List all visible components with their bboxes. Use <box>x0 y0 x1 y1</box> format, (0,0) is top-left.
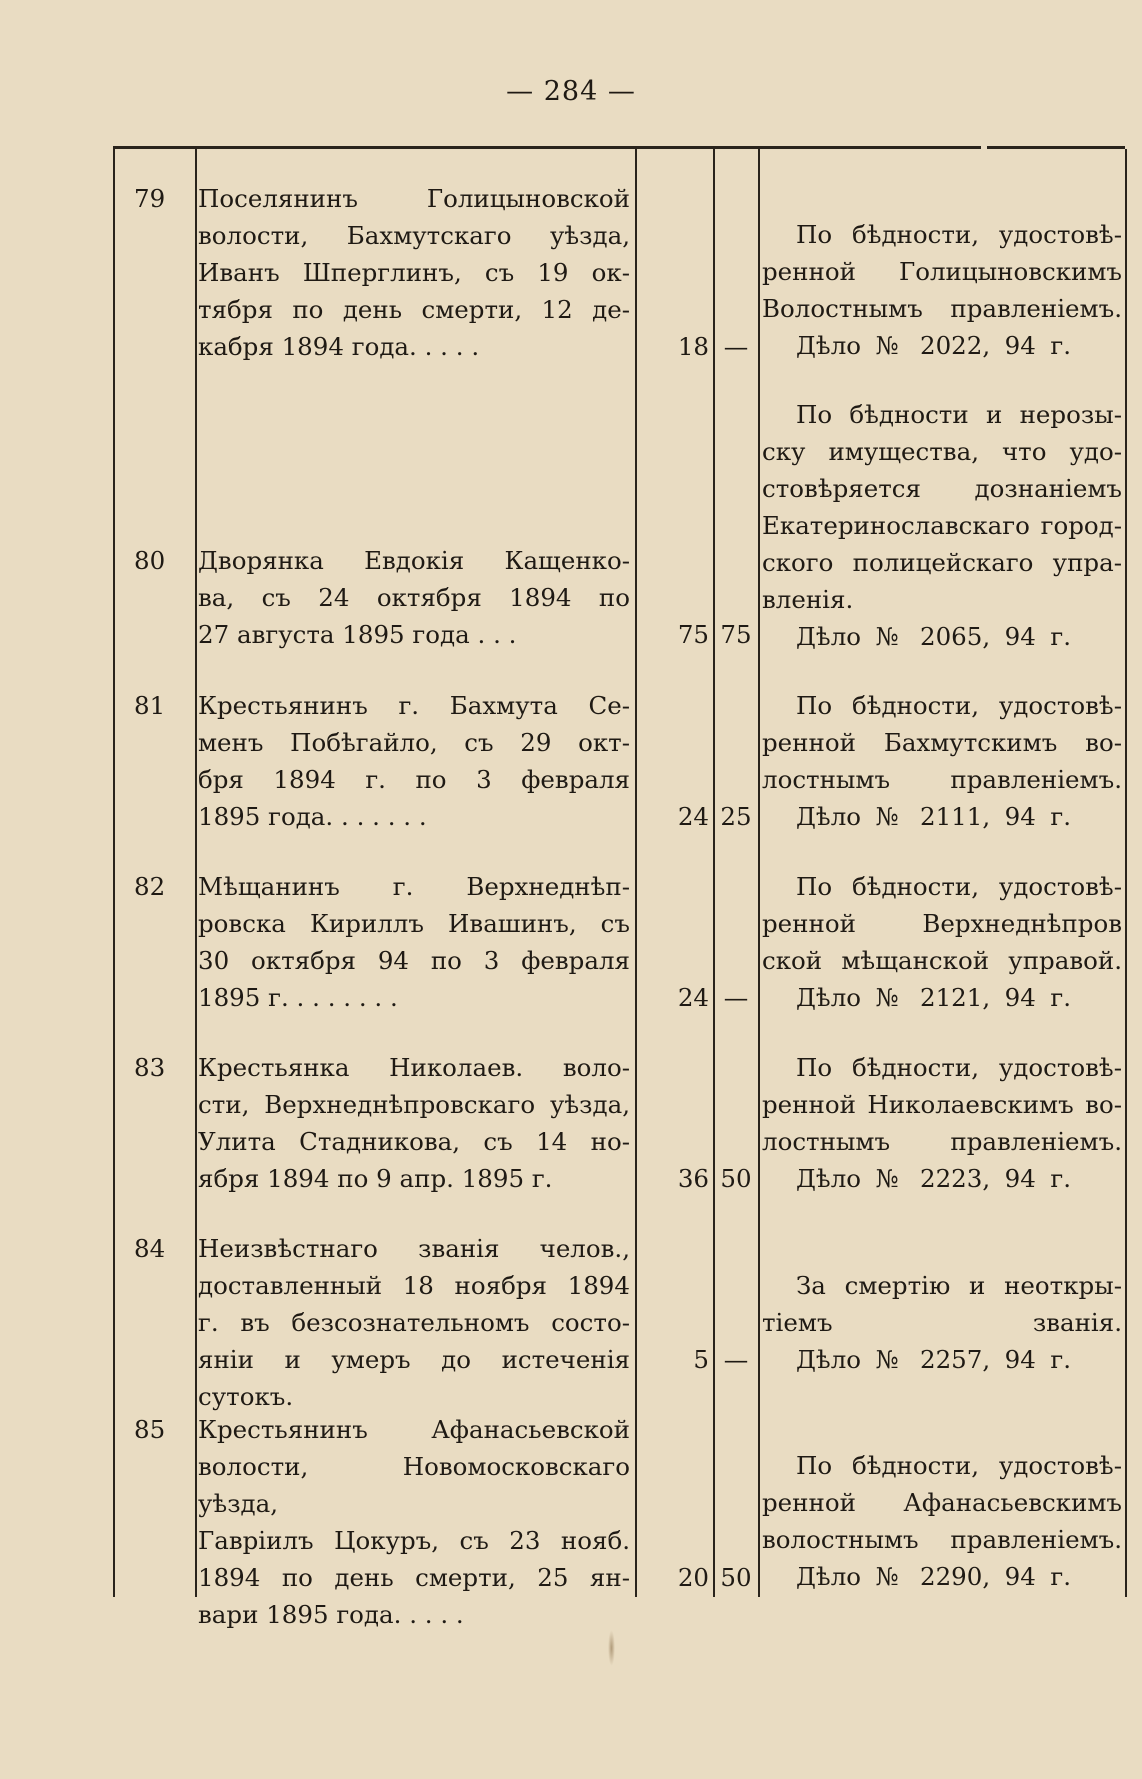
entry-number: 81 <box>134 691 166 720</box>
description-line: Улита Стадникова, съ 14 но- <box>198 1127 630 1156</box>
entry-reason <box>762 868 1122 1016</box>
case-reference: Дѣло № 2022, 94 г. <box>796 331 1071 360</box>
entry-number: 82 <box>134 872 166 901</box>
reason-line: По бѣдности, удостовѣ- <box>796 872 1122 901</box>
description-line: волости, Бахмутскаго уѣзда, <box>198 221 630 250</box>
column-rule-left <box>113 149 115 1597</box>
description-line: 27 августа 1895 года . . . <box>198 620 517 649</box>
entry-number: 85 <box>134 1415 166 1444</box>
description-line: сти, Верхнеднѣпровскаго уѣзда, <box>198 1090 630 1119</box>
entry-number: 84 <box>134 1234 166 1263</box>
reason-line: Волостнымъ правленіемъ. <box>762 294 1122 323</box>
amount-rubles: 24 <box>677 802 709 831</box>
description-line: 1895 года. . . . . . . <box>198 802 427 831</box>
amount-rubles: 75 <box>677 620 709 649</box>
column-rule-number <box>195 149 197 1597</box>
reason-line: ренной Николаевскимъ во- <box>762 1090 1122 1119</box>
reason-line: ренной Афанасьевскимъ <box>762 1488 1122 1517</box>
case-reference: Дѣло № 2121, 94 г. <box>796 983 1071 1012</box>
reason-line: ренной Голицыновскимъ <box>762 257 1122 286</box>
description-line: Неизвѣстнаго званія челов., <box>198 1234 630 1263</box>
description-line: Крестьянка Николаев. воло- <box>198 1053 630 1082</box>
reason-line: По бѣдности и нерозы- <box>796 400 1122 429</box>
case-reference: Дѣло № 2290, 94 г. <box>796 1562 1071 1591</box>
entry-reason <box>762 1447 1122 1595</box>
case-reference: Дѣло № 2111, 94 г. <box>796 802 1071 831</box>
amount-kopecks: 25 <box>720 802 752 831</box>
description-line: 30 октября 94 по 3 февраля <box>198 946 630 975</box>
ink-smudge <box>608 1630 615 1666</box>
description-line: Дворянка Евдокія Кащенко- <box>198 546 630 575</box>
description-line: Мѣщанинъ г. Верхнеднѣп- <box>198 872 630 901</box>
reason-line: вленія. <box>762 585 854 614</box>
description-line: кабря 1894 года. . . . . <box>198 332 480 361</box>
amount-rubles: 24 <box>677 983 709 1012</box>
description-line: доставленный 18 ноября 1894 <box>198 1271 630 1300</box>
entry-reason <box>762 216 1122 364</box>
description-line: Иванъ Шперглинъ, съ 19 ок- <box>198 258 630 287</box>
entry-description <box>198 1230 630 1415</box>
reason-line: тіемъ званія. <box>762 1308 1122 1337</box>
entry-number: 83 <box>134 1053 166 1082</box>
page-number: — 284 — <box>506 76 636 107</box>
column-rule-description <box>635 149 637 1597</box>
description-line: ва, съ 24 октября 1894 по <box>198 583 630 612</box>
entry-description <box>198 180 630 365</box>
table-top-rule <box>113 146 1125 149</box>
reason-line: ренной Бахмутскимъ во- <box>762 728 1122 757</box>
amount-rubles: 36 <box>677 1164 709 1193</box>
amount-rubles: 18 <box>677 332 709 361</box>
reason-line: По бѣдности, удостовѣ- <box>796 220 1122 249</box>
column-rule-rubles <box>713 149 715 1597</box>
entry-description <box>198 1049 630 1197</box>
description-line: г. въ безсознательномъ состо- <box>198 1308 630 1337</box>
description-line: бря 1894 г. по 3 февраля <box>198 765 630 794</box>
reason-line: ренной Верхнеднѣпров <box>762 909 1122 938</box>
description-line: ября 1894 по 9 апр. 1895 г. <box>198 1164 553 1193</box>
entry-number: 80 <box>134 546 166 575</box>
description-line: Крестьянинъ Афанасьевской <box>198 1415 630 1444</box>
entry-reason <box>762 1267 1122 1378</box>
column-rule-kopecks <box>758 149 760 1597</box>
reason-line: По бѣдности, удостовѣ- <box>796 1053 1122 1082</box>
reason-line: волостнымъ правленіемъ. <box>762 1525 1122 1554</box>
description-line: ровска Кириллъ Ивашинъ, съ <box>198 909 630 938</box>
amount-kopecks: 50 <box>720 1563 752 1592</box>
description-line: Поселянинъ Голицыновской <box>198 184 630 213</box>
reason-line: По бѣдности, удостовѣ- <box>796 691 1122 720</box>
case-reference: Дѣло № 2257, 94 г. <box>796 1345 1071 1374</box>
description-line: 1894 по день смерти, 25 ян- <box>198 1563 630 1592</box>
reason-line: ску имущества, что удо- <box>762 437 1122 466</box>
description-line: Гавріилъ Цокуръ, съ 23 нояб. <box>198 1526 630 1555</box>
reason-line: лостнымъ правленіемъ. <box>762 765 1122 794</box>
case-reference: Дѣло № 2223, 94 г. <box>796 1164 1071 1193</box>
amount-rubles: 5 <box>693 1345 709 1374</box>
description-line: менъ Побѣгайло, съ 29 окт- <box>198 728 630 757</box>
amount-kopecks: — <box>723 332 749 361</box>
amount-kopecks: 50 <box>720 1164 752 1193</box>
description-line: волости, Новомосковскаго уѣзда, <box>198 1452 630 1518</box>
description-line: яніи и умеръ до истеченія сутокъ. <box>198 1345 630 1411</box>
description-line: вари 1895 года. . . . . <box>198 1600 464 1629</box>
description-line: тября по день смерти, 12 де- <box>198 295 630 324</box>
reason-line: ского полицейскаго упра- <box>762 548 1122 577</box>
entry-description <box>198 542 630 653</box>
reason-line: ской мѣщанской управой. <box>762 946 1122 975</box>
reason-line: За смертію и неоткры- <box>796 1271 1122 1300</box>
entry-description <box>198 868 630 1016</box>
entry-reason <box>762 396 1122 655</box>
entry-description <box>198 1411 630 1633</box>
reason-line: По бѣдности, удостовѣ- <box>796 1451 1122 1480</box>
entry-reason <box>762 1049 1122 1197</box>
amount-rubles: 20 <box>677 1563 709 1592</box>
reason-line: Екатеринославскаго город- <box>762 511 1122 540</box>
reason-line: лостнымъ правленіемъ. <box>762 1127 1122 1156</box>
case-reference: Дѣло № 2065, 94 г. <box>796 622 1071 651</box>
entry-description <box>198 687 630 835</box>
description-line: Крестьянинъ г. Бахмута Се- <box>198 691 630 720</box>
entry-number: 79 <box>134 184 166 213</box>
description-line: 1895 г. . . . . . . . <box>198 983 398 1012</box>
amount-kopecks: 75 <box>720 620 752 649</box>
amount-kopecks: — <box>723 1345 749 1374</box>
reason-line: стовѣряется дознаніемъ <box>762 474 1122 503</box>
column-rule-right <box>1125 149 1127 1597</box>
entry-reason <box>762 687 1122 835</box>
amount-kopecks: — <box>723 983 749 1012</box>
